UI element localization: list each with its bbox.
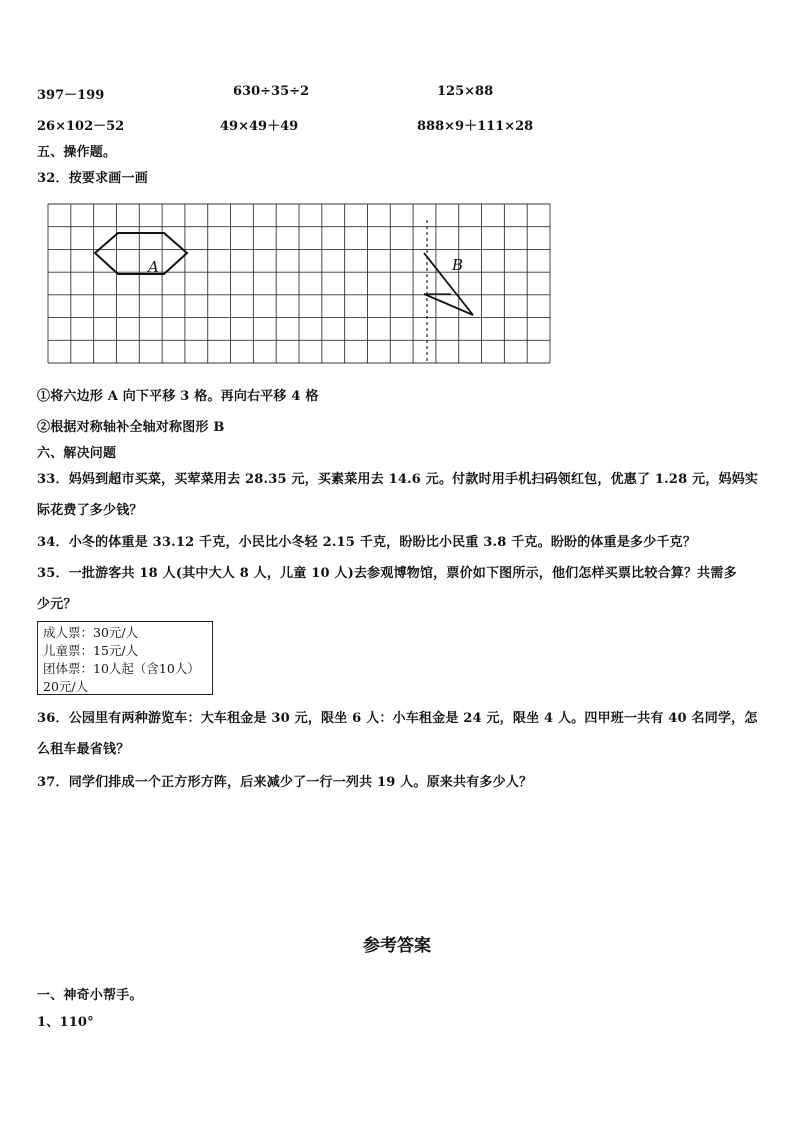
label-a: A <box>148 258 159 276</box>
section5-title: 五、操作题。 <box>37 145 117 160</box>
q35-line2: 少元？ <box>37 597 77 612</box>
grid-figure <box>46 202 552 365</box>
q33-line1: 33．妈妈到超市买菜，买荤菜用去 28.35 元，买素菜用去 14.6 元。付款时用手机扫码领红包，优惠了 1.28 元，妈妈实 <box>37 472 759 487</box>
calc-4: 26×102－52 <box>37 119 125 134</box>
label-b: B <box>452 256 464 274</box>
ticket-price-box <box>37 621 213 695</box>
q35-line1: 35．一批游客共 18 人(其中大人 8 人，儿童 10 人)去参观博物馆，票价如下图所示，他们怎样买票比较合算？共需多 <box>37 566 737 581</box>
q33-line2: 际花费了多少钱？ <box>37 503 143 518</box>
grid-lines <box>48 204 550 363</box>
answer-1: 1、110° <box>37 1015 94 1030</box>
calc-6: 888×9＋111×28 <box>417 119 534 134</box>
q32-instruction-2: ②根据对称轴补全轴对称图形 B <box>37 420 225 435</box>
q32-instruction-1: ①将六边形 A 向下平移 3 格。再向右平移 4 格 <box>37 389 319 404</box>
calc-2: 630÷35÷2 <box>233 84 310 99</box>
q32-text: 32．按要求画一画 <box>37 171 148 186</box>
half-figure-b <box>424 253 473 315</box>
ticket-group-price: 20元/人 <box>43 679 89 694</box>
grid-svg <box>46 202 552 365</box>
calc-3: 125×88 <box>437 84 494 99</box>
ticket-child: 儿童票：15元/人 <box>43 643 139 658</box>
calc-5: 49×49＋49 <box>220 119 299 134</box>
hexagon-a <box>95 233 187 274</box>
q37: 37．同学们排成一个正方形方阵，后来减少了一行一列共 19 人。原来共有多少人？ <box>37 775 533 790</box>
ticket-adult: 成人票：30元/人 <box>43 625 139 640</box>
section6-title: 六、解决问题 <box>37 446 117 461</box>
q36-line2: 么租车最省钱？ <box>37 742 130 757</box>
q36-line1: 36．公园里有两种游览车：大车租金是 30 元，限坐 6 人：小车租金是 24 元，限坐 4 人。四甲班一共有 40 名同学，怎 <box>37 711 758 726</box>
calc-1: 397－199 <box>37 88 105 103</box>
answers-section1: 一、神奇小帮手。 <box>37 988 143 1003</box>
ticket-group: 团体票：10人起（含10人） <box>43 661 200 676</box>
q34: 34．小冬的体重是 33.12 千克，小民比小冬轻 2.15 千克，盼盼比小民重 3.8 千克。盼盼的体重是多少千克？ <box>37 535 697 550</box>
answers-title: 参考答案 <box>363 936 431 956</box>
